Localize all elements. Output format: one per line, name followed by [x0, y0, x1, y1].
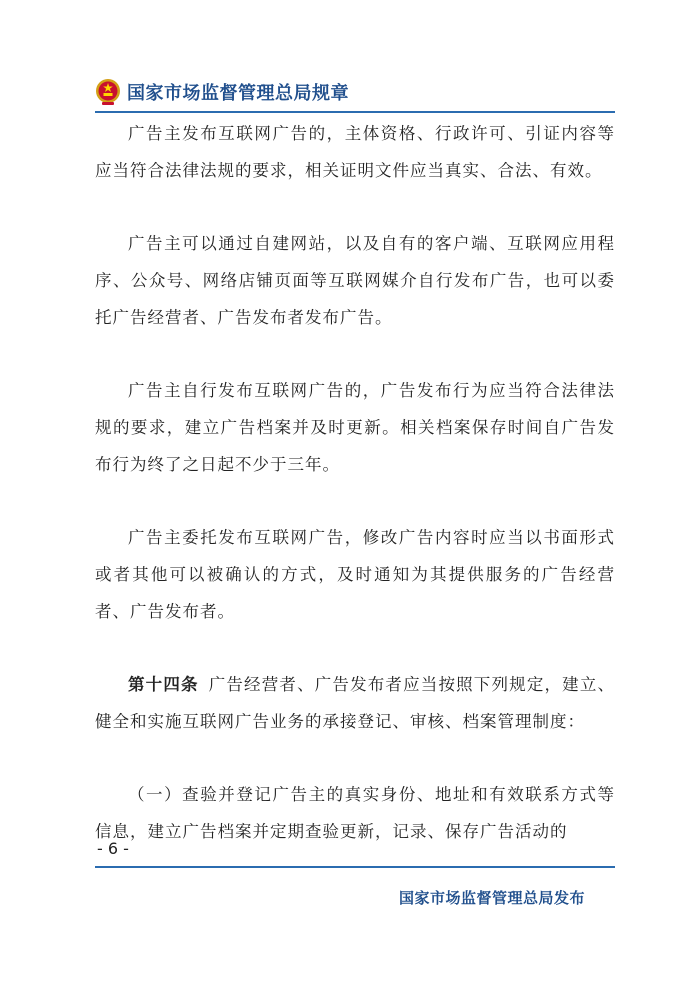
national-emblem-icon [95, 78, 121, 106]
paragraph: 广告主可以通过自建网站，以及自有的客户端、互联网应用程序、公众号、网络店铺页面等互联网媒介自行发布广告，也可以委托广告经营者、广告发布者发布广告。 [95, 234, 615, 327]
header-title: 国家市场监督管理总局规章 [127, 83, 349, 104]
list-item-1: （一）查验并登记广告主的真实身份、地址和有效联系方式等信息，建立广告档案并定期查验更新，记录、保存广告活动的 [95, 785, 615, 841]
footer-publisher: 国家市场监督管理总局发布 [398, 889, 585, 907]
article-paragraph [95, 666, 615, 740]
document-body [95, 115, 615, 886]
header-divider [95, 111, 615, 113]
footer-divider [95, 866, 615, 868]
article-text: 广告经营者、广告发布者应当按照下列规定，建立、健全和实施互联网广告业务的承接登记、审核、档案管理制度： [95, 675, 616, 731]
paragraph: 广告主委托发布互联网广告，修改广告内容时应当以书面形式或者其他可以被确认的方式，及时通知为其提供服务的广告经营者、广告发布者。 [95, 528, 615, 621]
page-number: - 6 - [97, 839, 129, 858]
paragraph: 广告主自行发布互联网广告的，广告发布行为应当符合法律法规的要求，建立广告档案并及时更新。相关档案保存时间自广告发布行为终了之日起不少于三年。 [95, 381, 615, 474]
paragraph: 广告主发布互联网广告的，主体资格、行政许可、引证内容等应当符合法律法规的要求，相关证明文件应当真实、合法、有效。 [95, 124, 615, 180]
page-header [95, 74, 615, 110]
article-number: 第十四条 [128, 675, 199, 694]
